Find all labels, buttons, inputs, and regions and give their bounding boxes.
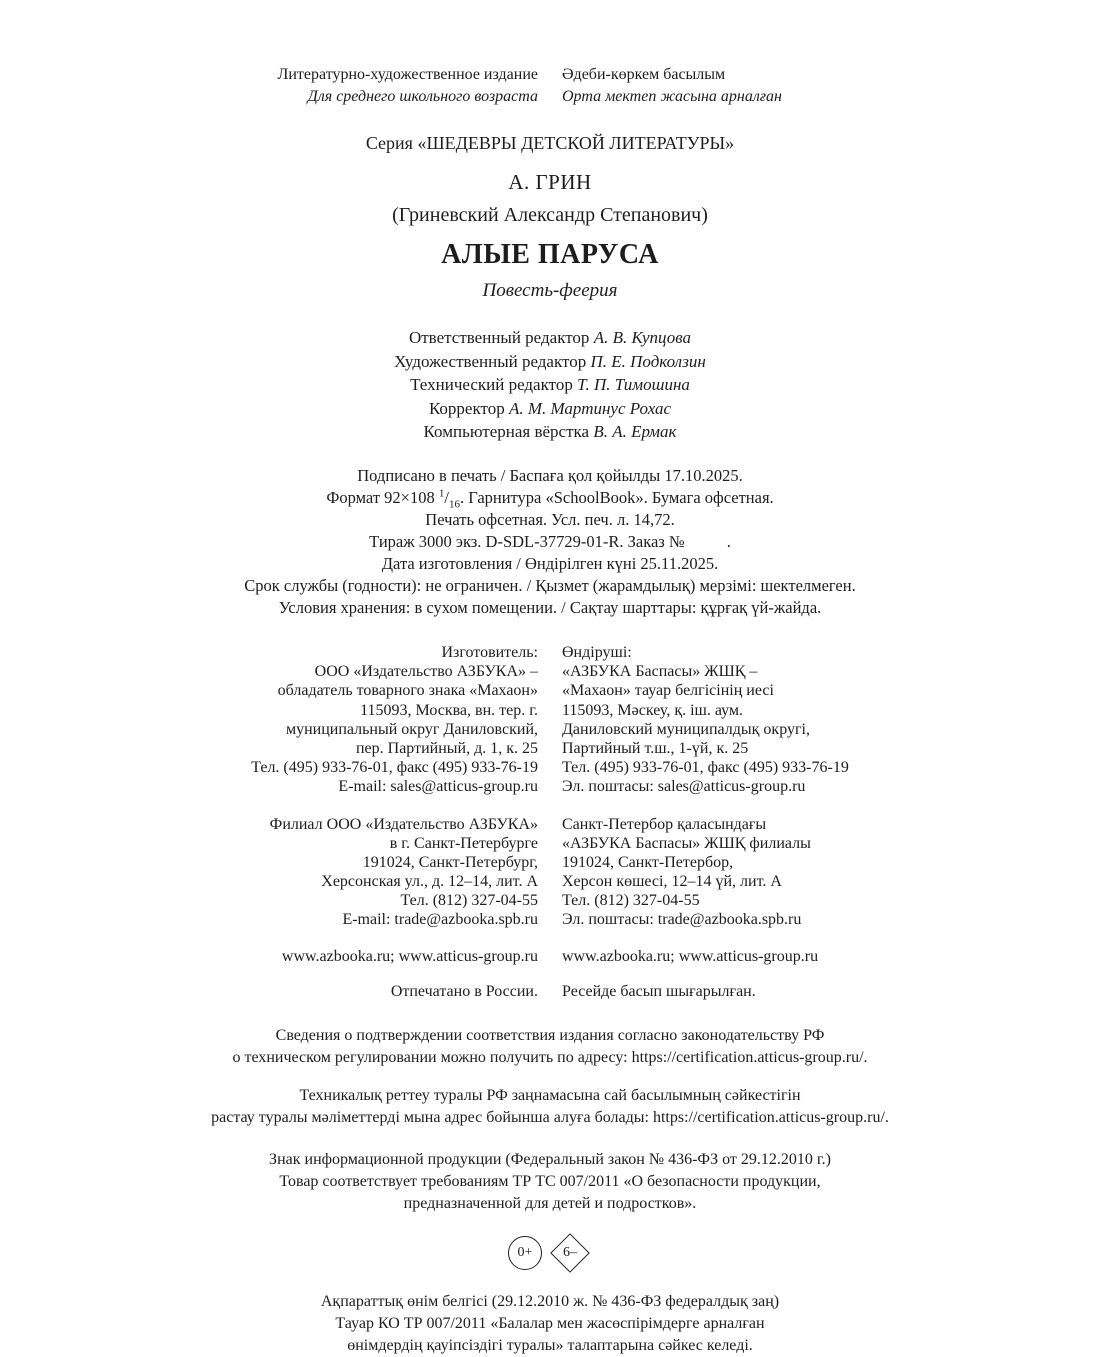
certification-kz [0,1085,1100,1129]
address-line: Партийный т.ш., 1-үй, к. 25 [562,739,749,757]
staff-line [0,397,1100,420]
staff-person: А. В. Купцова [593,328,692,348]
staff-person: А. М. Мартинус Рохас [508,398,672,418]
edition-note-kz-age: Орта мектеп жасына арналған [562,87,782,105]
info-sign-kz [0,1291,1100,1357]
address-line: Тел. (495) 933-76-01, факс (495) 933-76-19 [562,759,849,777]
staff-role: Художественный редактор [394,351,587,371]
info-sign-line: өнімдердің қауіпсіздігі туралы» талаптарына сәйкес келеді. [347,1337,753,1355]
staff-line [0,350,1100,373]
edition-note-ru-type: Литературно-художественное издание [277,66,538,83]
staff-role: Ответственный редактор [408,328,590,348]
info-sign-line: Тауар КО ТР 007/2011 «Балалар мен жасөспірімдерге арналған [335,1315,765,1333]
address-line: Эл. поштасы: sales@atticus-group.ru [562,778,806,796]
address-line: Филиал ООО «Издательство АЗБУКА» [269,815,538,833]
series-title: Серия «ШЕДЕВРЫ ДЕТСКОЙ ЛИТЕРАТУРЫ» [365,133,735,154]
imprint-run-line [0,531,1100,553]
staff-role: Корректор [428,398,505,418]
format-pre: Формат 92×108 [326,488,439,508]
address-line: E-mail: trade@azbooka.spb.ru [342,911,538,929]
run-text: Тираж 3000 экз. D-SDL-37729-01-R. Заказ № [369,532,685,552]
address-line: ООО «Издательство АЗБУКА» – [314,663,538,681]
manufacturer-ru [0,643,550,797]
diamond-shape [550,1233,590,1273]
manufacturer-address-ru [0,662,538,796]
imprint-block [0,465,1100,619]
address-line: пер. Партийный, д. 1, к. 25 [355,739,538,757]
staff-person: В. А. Ермак [593,422,677,441]
age-marks [0,1231,1100,1275]
staff-line [0,326,1100,349]
address-line: E-mail: sales@atticus-group.ru [338,778,538,796]
book-title: АЛЫЕ ПАРУСА [441,239,659,271]
address-line: муниципальный округ Даниловский, [285,720,538,738]
author-name: А. ГРИН [508,170,592,195]
address-line: Тел. (812) 327-04-55 [400,892,538,910]
printed-row [0,983,1100,1001]
info-sign-ru [0,1149,1100,1215]
branch-kz [550,815,1100,930]
address-line: Тел. (495) 933-76-01, факс (495) 933-76-19 [251,759,538,777]
address-line: 115093, Мәскеу, қ. іш. аум. [562,701,744,719]
printed-ru: Отпечатано в России. [390,982,538,1000]
staff-line [0,373,1100,396]
age-circle-label: 0+ [517,1245,533,1261]
run-end: . [726,532,731,552]
address-line: 115093, Москва, вн. тер. г. [360,701,538,719]
address-line: «Махаон» тауар белгісінің иесі [562,682,774,700]
websites-ru: www.azbooka.ru; www.atticus-group.ru [281,947,538,965]
format-sub: 16 [448,498,460,511]
imprint-service-life-line: Срок службы (годности): не ограничен. / Қызмет (жарамдылық) мерзімі: шектелмеген. [244,576,856,596]
imprint-format-line [0,487,1100,509]
book-subtitle: Повесть-феерия [482,280,618,302]
certification-line: Техникалық реттеу туралы РФ заңнамасына сай басылымның сәйкестігін [299,1086,801,1104]
address-line: Херсонская ул., д. 12–14, лит. А [321,873,538,891]
certification-line: о техническом регулировании можно получить по адресу: https://certification.atticus-group.ru/. [232,1048,868,1066]
branch-block [0,815,1100,930]
manufacturer-label-ru: Изготовитель: [441,644,538,662]
staff-line [0,420,1100,443]
edition-note [0,64,1100,107]
edition-note-kz [550,64,1100,107]
age-diamond-label: 6– [563,1245,577,1261]
edition-note-kz-type: Әдеби-көркем басылым [562,66,726,83]
staff-role: Технический редактор [410,375,573,395]
address-line: Даниловский муниципалдық округі, [562,720,810,738]
certification-line: Сведения о подтверждении соответствия издания согласно законодательству РФ [275,1026,825,1044]
age-mark-circle [508,1236,542,1270]
format-sup: 1 [438,487,445,500]
info-sign-line: Знак информационной продукции (Федеральный закон № 436-ФЗ от 29.12.2010 г.) [269,1150,831,1168]
address-line: Санкт-Петербор қаласындағы [562,815,767,833]
format-post: . Гарнитура «SchoolBook». Бумага офсетная. [459,488,774,508]
websites-kz: www.azbooka.ru; www.atticus-group.ru [562,947,819,965]
edition-note-ru-age: Для среднего школьного возраста [307,87,538,105]
address-line: Эл. поштасы: trade@azbooka.spb.ru [562,911,802,929]
format-slash: / [444,488,449,508]
address-line: Тел. (812) 327-04-55 [562,892,700,910]
staff-role: Компьютерная вёрстка [423,422,590,441]
staff-person: П. Е. Подколзин [590,351,706,371]
address-line: 191024, Санкт-Петербург, [362,853,538,871]
address-line: в г. Санкт-Петербурге [389,834,538,852]
certification-line: растау туралы мәліметтерді мына адрес бойынша алуға болады: https://certification.atticus-group.ru/. [211,1108,889,1126]
manufacturer-block [0,643,1100,797]
address-line: обладатель товарного знака «Махаон» [277,682,538,700]
certification-ru [0,1025,1100,1069]
manufacturer-kz [550,643,1100,797]
imprint-date-line: Дата изготовления / Өндірілген күні 25.11.2025. [381,554,719,574]
imprint-signed-line: Подписано в печать / Баспаға қол қойылды 17.10.2025. [357,466,743,486]
manufacturer-label-kz: Өндіруші: [562,644,632,662]
address-line: «АЗБУКА Баспасы» ЖШҚ филиалы [562,834,811,852]
address-line: «АЗБУКА Баспасы» ЖШҚ – [562,663,758,681]
staff-person: Т. П. Тимошина [577,375,690,395]
info-sign-line: предназначенной для детей и подростков». [403,1195,697,1213]
websites-row [0,948,1100,966]
edition-note-ru [0,64,550,107]
printed-kz: Ресейде басып шығарылған. [562,982,756,1000]
imprint-storage-line: Условия хранения: в сухом помещении. / Сақтау шарттары: құрғақ үй-жайда. [278,598,822,618]
age-mark-diamond [548,1231,592,1275]
imprint-print-line: Печать офсетная. Усл. печ. л. 14,72. [425,510,675,530]
address-line: Херсон көшесі, 12–14 үй, лит. А [562,873,782,891]
info-sign-line: Ақпараттық өнім белгісі (29.12.2010 ж. № 436-ФЗ федералдық заң) [320,1293,780,1311]
info-sign-line: Товар соответствует требованиям ТР ТС 007/2011 «О безопасности продукции, [279,1173,821,1191]
manufacturer-address-kz [562,662,1100,796]
branch-ru [0,815,550,930]
author-full-name: (Гриневский Александр Степанович) [392,204,708,227]
staff-block [0,326,1100,443]
address-line: 191024, Санкт-Петербор, [562,853,734,871]
